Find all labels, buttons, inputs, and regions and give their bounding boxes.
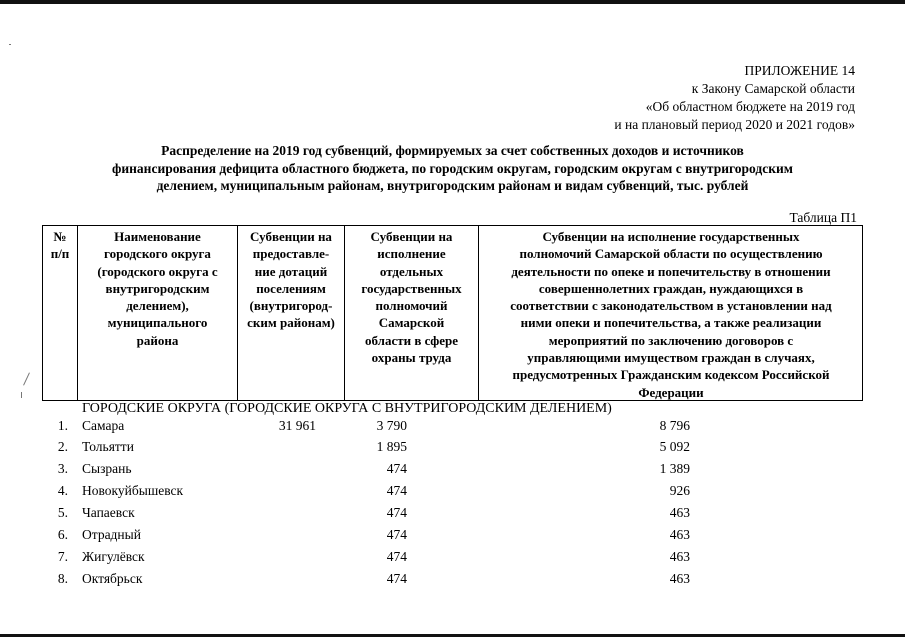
header-line: предоставле- — [252, 246, 330, 262]
table-header — [42, 225, 863, 401]
row-name: Самара — [82, 418, 125, 433]
section-title: ГОРОДСКИЕ ОКРУГА (ГОРОДСКИЕ ОКРУГА С ВНУТРИГОРОДСКИМ ДЕЛЕНИЕМ) — [82, 401, 612, 416]
header-line: Субвенции на — [250, 229, 332, 244]
row-value-guardianship: 926 — [669, 483, 690, 498]
header-line: деятельности по опеке и попечительству в отношении — [511, 263, 831, 279]
header-line: района — [136, 332, 179, 348]
row-value-grants: 31 961 — [278, 418, 316, 433]
appendix-line: и на плановый период 2020 и 2021 годов» — [614, 117, 855, 132]
header-line: мероприятий по заключению договоров с — [548, 332, 794, 348]
header-subsidies-guardianship — [479, 228, 863, 401]
row-value-labor: 474 — [386, 549, 407, 564]
row-value-guardianship: 463 — [669, 527, 690, 542]
table-row — [0, 549, 905, 569]
header-line: соответствии с законодательством в установлении над — [510, 298, 832, 314]
header-line: совершеннолетних граждан, нуждающихся в — [538, 280, 804, 296]
row-name: Новокуйбышевск — [82, 483, 184, 498]
header-line: ними опеки и попечительства, а также реализации — [520, 315, 822, 331]
table-row — [0, 439, 905, 459]
row-number: 6. — [57, 527, 68, 542]
scan-speck — [21, 392, 22, 398]
row-number: 5. — [57, 505, 68, 520]
row-number: 2. — [57, 439, 68, 454]
scan-speck — [9, 44, 11, 45]
scan-top-border — [0, 0, 905, 4]
header-subsidies-grants — [238, 228, 344, 332]
row-number: 7. — [57, 549, 68, 564]
row-name: Чапаевск — [82, 505, 135, 520]
header-name — [78, 228, 237, 349]
row-value-labor: 3 790 — [376, 418, 407, 433]
appendix-note — [614, 62, 855, 134]
row-number: 8. — [57, 571, 68, 586]
title-line: Распределение на 2019 год субвенций, формируемых за счет собственных доходов и источников — [161, 143, 744, 158]
header-line: городского округа — [104, 246, 211, 262]
header-line: Наименование — [114, 229, 201, 244]
header-line: ние дотаций — [254, 263, 328, 279]
scan-bottom-border — [0, 634, 905, 637]
header-line: Самарской — [378, 315, 445, 331]
row-number: 3. — [57, 461, 68, 476]
row-value-guardianship: 8 796 — [659, 418, 690, 433]
header-line: поселениям — [256, 280, 326, 296]
appendix-line: «Об областном бюджете на 2019 год — [645, 99, 855, 114]
title-line: делением, муниципальным районам, внутригородским районам и видам субвенций, тыс. рублей — [156, 178, 749, 193]
header-line: делением), — [126, 298, 189, 314]
row-value-guardianship: 5 092 — [659, 439, 690, 454]
header-line: охраны труда — [371, 350, 452, 366]
table-row — [0, 527, 905, 547]
appendix-line: ПРИЛОЖЕНИЕ 14 — [744, 63, 855, 78]
header-subsidies-labor — [345, 228, 478, 366]
header-line: п/п — [50, 246, 70, 262]
row-name: Октябрьск — [82, 571, 143, 586]
row-value-labor: 474 — [386, 505, 407, 520]
header-line: (внутригород- — [249, 298, 333, 314]
row-name: Отрадный — [82, 527, 141, 542]
header-line: № — [53, 229, 67, 244]
scan-speck — [23, 372, 30, 385]
header-line: полномочий Самарской области по осуществлению — [519, 246, 823, 262]
title-line: финансирования дефицита областного бюджета, по городским округам, городским округам с внутригородским — [112, 160, 793, 176]
row-value-guardianship: 463 — [669, 549, 690, 564]
row-value-guardianship: 463 — [669, 571, 690, 586]
header-line: исполнение — [377, 246, 446, 262]
row-value-labor: 474 — [386, 461, 407, 476]
table-row — [0, 461, 905, 481]
header-line: предусмотренных Гражданским кодексом Российской — [512, 367, 830, 383]
table-caption: Таблица П1 — [789, 210, 857, 225]
table-row — [0, 571, 905, 591]
header-line: Субвенции на — [370, 229, 453, 244]
row-value-guardianship: 463 — [669, 505, 690, 520]
row-name: Жигулёвск — [82, 549, 145, 564]
row-name: Сызрань — [82, 461, 132, 476]
row-value-labor: 474 — [386, 571, 407, 586]
document-title — [30, 142, 875, 195]
row-number: 4. — [57, 483, 68, 498]
header-num — [43, 228, 77, 263]
table-row — [0, 505, 905, 525]
table-row — [0, 418, 905, 438]
row-value-labor: 474 — [386, 483, 407, 498]
header-line: управляющими имуществом граждан в случаях, — [527, 350, 815, 366]
header-line: полномочий — [375, 298, 448, 314]
row-name: Тольятти — [82, 439, 134, 454]
header-line: внутригородским — [105, 280, 210, 296]
header-line: (городского округа с — [97, 263, 218, 279]
header-line: Федерации — [638, 384, 704, 400]
header-line: Субвенции на исполнение государственных — [542, 229, 800, 244]
row-value-labor: 1 895 — [376, 439, 407, 454]
header-line: государственных — [361, 280, 462, 296]
row-value-labor: 474 — [386, 527, 407, 542]
header-line: муниципального — [107, 315, 208, 331]
header-line: ским районам) — [247, 315, 335, 331]
header-line: отдельных — [379, 263, 444, 279]
header-line: области в сфере — [365, 332, 458, 348]
row-value-guardianship: 1 389 — [659, 461, 690, 476]
appendix-line: к Закону Самарской области — [691, 81, 855, 96]
table-row — [0, 483, 905, 503]
row-number: 1. — [57, 418, 68, 433]
